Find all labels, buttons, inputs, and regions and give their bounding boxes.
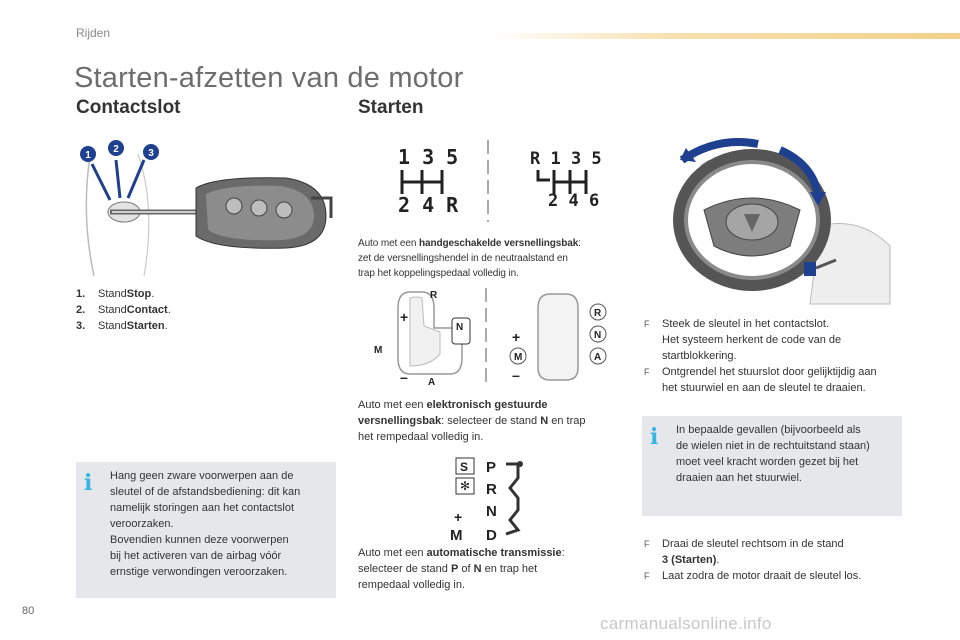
page-title: Starten-afzetten van de motor [74, 62, 464, 94]
svg-text:N: N [486, 503, 497, 520]
contactslot-heading: Contactslot [76, 97, 181, 118]
svg-text:N: N [456, 322, 464, 333]
list-item: 3. Stand Starten . [76, 320, 168, 332]
svg-text:+: + [512, 329, 521, 345]
electronic-gearbox-text: Auto met een elektronisch gestuurde versnellingsbak: selecteer de stand N en trap het rempedaal volledig in. [358, 399, 586, 443]
svg-text:N: N [594, 330, 602, 341]
callout-1 [80, 146, 96, 162]
key-warning-text: Hang geen zware voorwerpen aan de sleutel of de afstandsbediening: dit kan namelijk storingen aan het contactslot veroorzaken. Bovendien kunnen deze voorwerpen bij het activeren van de airbag vóór ernstige verwondingen veroorzaken. [110, 470, 301, 578]
manual-gearbox-text: Auto met een handgeschakelde versnellingsbak: zet de versnellingshendel in de neutraalstand en trap het koppelingspedaal volledig in. [358, 238, 581, 279]
svg-text:A: A [428, 377, 436, 388]
steering-wheel-figure [640, 136, 902, 306]
bullet-marker: F [644, 367, 650, 377]
svg-text:R: R [594, 308, 602, 319]
list-item: F Laat zodra de motor draait de sleutel los. [644, 570, 862, 582]
list-item: F Ontgrendel het stuurslot door gelijktijdig aan het stuurwiel en aan de sleutel te draaien. [644, 366, 877, 394]
steering-info-infobox [642, 416, 902, 516]
svg-text:M: M [450, 527, 463, 542]
svg-text:M: M [374, 345, 383, 356]
automatic-gear-selector [446, 454, 546, 542]
svg-text:–: – [400, 369, 408, 385]
list-item: 1. Stand Stop . [76, 288, 155, 300]
info-icon: i [650, 424, 659, 450]
svg-text:1: 1 [85, 150, 91, 161]
svg-text:+: + [454, 509, 463, 525]
svg-text:P: P [486, 459, 497, 476]
section-label: Rijden [76, 26, 111, 40]
svg-text:2: 2 [113, 144, 119, 155]
list-item: F Draai de sleutel rechtsom in de stand 3 (Starten). [644, 538, 844, 566]
steering-wheel-illustration [640, 136, 902, 306]
shift-pattern-a-bottom: 2 4 R [398, 193, 459, 217]
ignition-key-figure [76, 136, 338, 284]
list-item: F Steek de sleutel in het contactslot. Het systeem herkent de code van de startblokkering. [644, 318, 842, 362]
key-positions-list [76, 286, 326, 334]
svg-text:3: 3 [148, 148, 154, 159]
header-rule [490, 33, 960, 39]
svg-text:R: R [430, 290, 438, 301]
watermark: carmanualsonline.info [600, 614, 772, 633]
svg-text:✻: ✻ [460, 479, 471, 493]
starten-heading: Starten [358, 97, 424, 118]
electronic-gear-selector [370, 288, 620, 388]
bullet-marker: F [644, 319, 650, 329]
page-number: 80 [22, 605, 35, 617]
shift-pattern-b-bottom: 2 4 6 [548, 191, 600, 211]
final-steps-list [644, 536, 914, 584]
svg-text:+: + [400, 309, 409, 325]
svg-text:–: – [512, 367, 520, 383]
info-icon: i [84, 470, 93, 496]
shift-pattern-a-top: 1 3 5 [398, 145, 459, 169]
svg-text:R: R [486, 481, 497, 498]
svg-text:D: D [486, 527, 497, 542]
manual-shift-patterns [358, 136, 620, 230]
ignition-key-illustration [76, 136, 338, 284]
electronic-gearbox-figure [370, 288, 620, 388]
key-warning-infobox [76, 462, 336, 598]
svg-text:A: A [594, 352, 602, 363]
svg-text:M: M [514, 352, 523, 363]
steering-info-text: In bepaalde gevallen (bijvoorbeeld als de wielen niet in de rechtuitstand staan) moet veel kracht worden gezet bij het draaien aan het stuurwiel. [676, 424, 870, 484]
callout-3 [143, 144, 159, 160]
automatic-transmission-text: Auto met een automatische transmissie: selecteer de stand P of N en trap het rempedaal volledig in. [358, 547, 565, 591]
automatic-transmission-figure [446, 454, 546, 542]
bullet-marker: F [644, 571, 650, 581]
list-item: 2. Stand Contact . [76, 304, 171, 316]
shift-pattern-b-top: R 1 3 5 [530, 149, 602, 169]
callout-2 [108, 140, 124, 156]
start-steps-list [644, 316, 914, 396]
manual-gearbox-figure [358, 136, 620, 230]
svg-text:S: S [460, 460, 469, 474]
bullet-marker: F [644, 539, 650, 549]
